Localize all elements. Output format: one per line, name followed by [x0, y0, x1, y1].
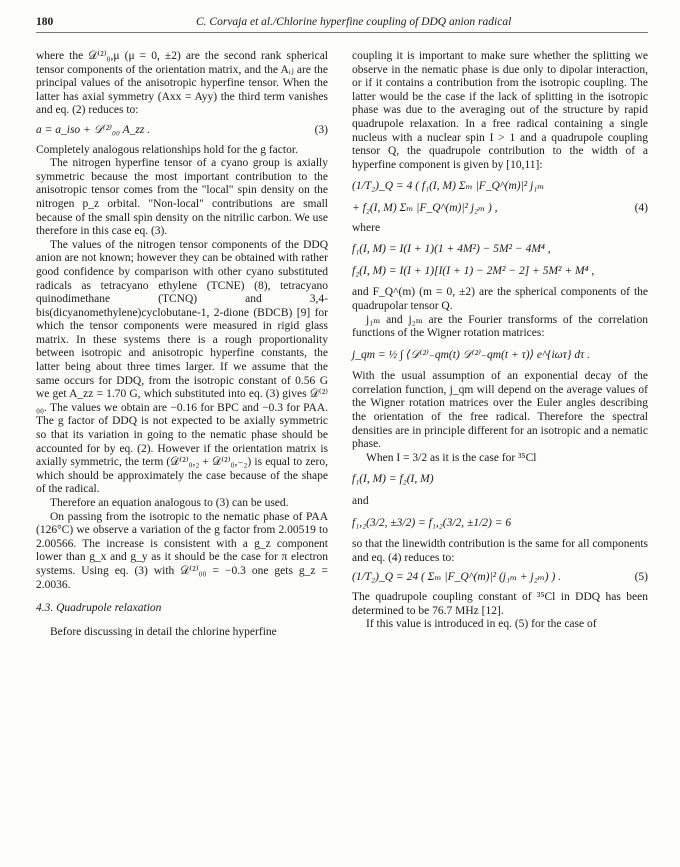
- equation-f1: f₁(I, M) = I(I + 1)(1 + 4M²) − 5M² − 4M⁴ ,: [352, 243, 551, 256]
- equation-f2: f₂(I, M) = I(I + 1)[I(I + 1) − 2M² − 2] + 5M² + M⁴ ,: [352, 264, 595, 277]
- paragraph: The nitrogen hyperfine tensor of a cyano group is axially symmetric because the most important contribution to the anisotropic tensor comes from the "local" spin density on the nitrogen p_z orbital. "Non-local" contributions are small because of the small spin density on the nitrilic carbon. We use therefore in this case eq. (3).: [36, 157, 328, 238]
- equation-4-line-2: [352, 202, 648, 216]
- running-title: C. Corvaja et al./Chlorine hyperfine coupling of DDQ anion radical: [196, 16, 512, 28]
- paragraph: where the 𝒟⁽²⁾₀,μ (μ = 0, ±2) are the second rank spherical tensor components of the orientation matrix, and the Aᵢⱼ are the principal values of the anisotropic hyperfine tensor. When the latter has axial symmetry (Axx = Ayy) the third term vanishes and eq. (2) reduces to:: [36, 50, 328, 117]
- equation-number: (3): [314, 123, 328, 136]
- paragraph: so that the linewidth contribution is the same for all components and eq. (4) reduces to:: [352, 538, 648, 564]
- equation-number: (5): [634, 571, 648, 584]
- page-header: [36, 16, 648, 32]
- paragraph: and: [352, 495, 369, 508]
- paragraph: where: [352, 221, 381, 234]
- section-heading: 4.3. Quadrupole relaxation: [36, 602, 162, 615]
- equation-text: (1/T₂)_Q = 24 ( Σₘ |F_Q^(m)|² (j₁ₘ + j₂ₘ) ) .: [352, 571, 562, 584]
- paragraph: On passing from the isotropic to the nematic phase of PAA (126°C) we observe a variation of the g factor from 2.00519 to 2.00566. The increase is consistent with a g_z component lower than g_x and g_y as it should be the case for π electron systems. Using eq. (3) with 𝒟⁽²⁾₀₀ = −0.3 one gets g_z = 2.0036.: [36, 510, 328, 591]
- equation-number: (4): [634, 201, 648, 214]
- equation-f-equal: f₁(I, M) = f₂(I, M): [352, 473, 434, 486]
- paragraph: and F_Q^(m) (m = 0, ±2) are the spherical components of the quadrupolar tensor Q.: [352, 286, 648, 312]
- paragraph: The values of the nitrogen tensor components of the DDQ anion are not known; however they can be obtained with rather good confidence by comparison with other cyano substituted radicals as tetracyano ethylene (TCNE) (8), tetracyano quinodimethane (TCNQ) and 3,4-bis(dicyanomethylene)cyclobutane-1, 2-dione (BDCB) [9] for which the tensor components were measured in rigid glass matrix. In these systems there is a rough proportionality between isotropic and anisotropic hyperfine constants, the latter being about three times larger. If we assume that the same occurs for DDQ, from the isotropic constant of 0.56 G we get A_zz = 1.70 G, which substituted into eq. (3) gives 𝒟⁽²⁾₀₀. The values we obtain are −0.16 for BPC and −0.3 for PAA. The g factor of DDQ is not expected to be axially symmetric so that its variation in going to the nematic phase should be accounted for by eq. (2). However if the orientation matrix is axially symmetric, the term (𝒟⁽²⁾₀,₂ + 𝒟⁽²⁾₀,₋₂) is equal to zero, which should be approximately the case because of the shape of the radical.: [36, 238, 328, 496]
- page-number: 180: [36, 16, 54, 28]
- header-rule: [36, 32, 648, 33]
- paragraph: coupling it is important to make sure whether the splitting we observe in the nematic phase is due only to dipolar interaction, or if it contains a contribution from the isotropic coupling. The latter would be the case if the lack of splitting in the isotropic phase was due to the averaging out of the structure by rapid quadrupole relaxation. In a free radical containing a single nucleus with a nuclear spin I > 1 and a quadrupole coupling tensor Q, the quadrupole contribution to the width of a hyperfine component is given by [10,11]:: [352, 50, 648, 171]
- right-column: [352, 50, 648, 632]
- left-column: [36, 50, 328, 639]
- paragraph: With the usual assumption of an exponential decay of the correlation function, j_qm will depend on the average values of the Wigner rotation matrices over the Euler angles describing the orientation of the free radical. Therefore the spectral densities are in principle different for an isotropic and a nematic phase.: [352, 370, 648, 451]
- paragraph: Therefore an equation analogous to (3) can be used.: [50, 497, 289, 509]
- paragraph: Before discussing in detail the chlorine hyperfine: [50, 625, 277, 638]
- paragraph: When I = 3/2 as it is the case for ³⁵Cl: [366, 451, 537, 464]
- paragraph: j₁ₘ and j₂ₘ are the Fourier transforms of the correlation functions of the Wigner rotation matrices:: [352, 313, 648, 340]
- equation-text: a = a_iso + 𝒟⁽²⁾₀₀ A_zz .: [36, 123, 151, 136]
- paragraph: If this value is introduced in eq. (5) for the case of: [366, 618, 597, 631]
- equation-text: + f₂(I, M) Σₘ |F_Q^(m)|² j₂ₘ ) ,: [352, 201, 498, 214]
- equation-5: [352, 571, 648, 585]
- equation-3: [36, 124, 328, 138]
- equation-f-values: f₁,₂(3/2, ±3/2) = f₁,₂(3/2, ±1/2) = 6: [352, 516, 512, 529]
- equation-4-line-1: (1/T₂)_Q = 4 ( f₁(I, M) Σₘ |F_Q^(m)|² j₁ₘ: [352, 180, 545, 193]
- equation-jqm: j_qm = ½ ∫ ⟨𝒟⁽²⁾₋qm(t) 𝒟⁽²⁾₋qm(t + τ)⟩ e^{iωτ} dτ .: [352, 348, 590, 361]
- paragraph: Completely analogous relationships hold for the g factor.: [36, 143, 298, 156]
- paragraph: The quadrupole coupling constant of ³⁵Cl in DDQ has been determined to be 76.7 MHz [12].: [352, 591, 648, 617]
